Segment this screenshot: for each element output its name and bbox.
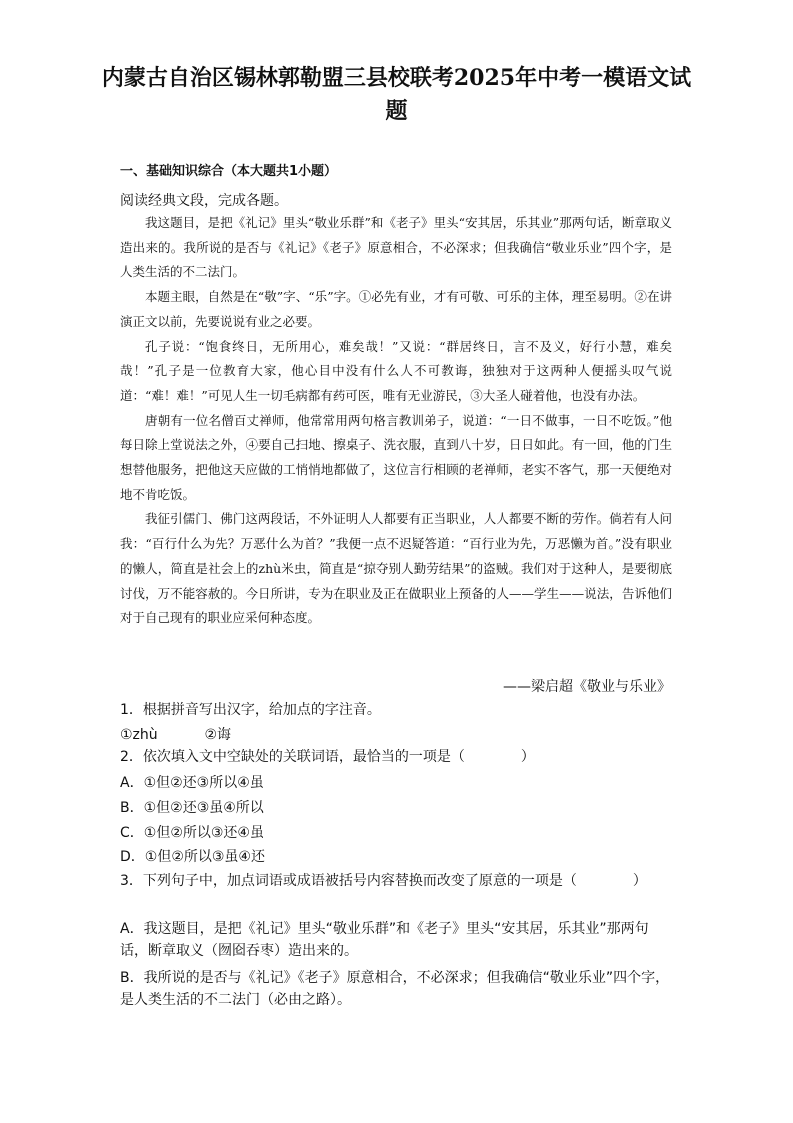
reading-passage: [120, 211, 672, 631]
question-2-stem: 2．依次填入文中空缺处的关联词语，最恰当的一项是（ ）: [120, 749, 535, 765]
passage-paragraph: 唐朝有一位名僧百丈禅师，他常常用两句格言教训弟子，说道：“一日不做事，一日不吃饭。”他每日除上堂说法之外，④要自己扫地、擦桌子、洗衣服，直到八十岁，日日如此。有一回，他的门生想替他服务，把他这天应做的工悄悄地都做了，这位言行相顾的老禅师，老实不客气，那一天便绝对地不肯吃饭。: [120, 412, 672, 502]
question-3-option[interactable]: A．我这题目，是把《礼记》里头“敬业乐群”和《老子》里头“安其居，乐其业”那两句话，断章取义（囫囵吞枣）造出来的。: [120, 921, 649, 959]
question-2-option[interactable]: A．①但②还③所以④虽: [120, 775, 264, 791]
section-heading: 一、基础知识综合（本大题共1小题）: [120, 164, 338, 179]
question-3-option[interactable]: B．我所说的是否与《礼记》《老子》原意相合，不必深求；但我确信“敬业乐业”四个字，是人类生活的不二法门（必由之路）。: [120, 970, 670, 1008]
page-title: 内蒙古自治区锡林郭勒盟三县校联考2025年中考一模语文试题: [101, 65, 692, 124]
passage-paragraph: 我征引儒门、佛门这两段话，不外证明人人都要有正当职业，人人都要不断的劳作。倘若有人问我：“百行什么为先？万恶什么为首？”我便一点不迟疑答道：“百行业为先，万恶懒为首。”没有职业的懒人，简直是社会上的zhù米虫，简直是“掠夺别人勤劳结果”的盗贼。我们对于这种人，是要彻底讨伐，万不能容赦的。今日所讲，专为在职业及正在做职业上预备的人——学生——说法，告诉他们对于自己现有的职业应采何种态度。: [120, 511, 672, 626]
question-2-option[interactable]: D．①但②所以③虽④还: [120, 849, 265, 865]
question-1-item: ①zhù: [120, 727, 158, 743]
instruction-text: 阅读经典文段，完成各题。: [120, 193, 288, 209]
question-1-item: ②诲: [204, 727, 232, 743]
passage-source: ——梁启超《敬业与乐业》: [503, 679, 671, 695]
question-1-stem: 1．根据拼音写出汉字，给加点的字注音。: [120, 702, 381, 718]
passage-paragraph: 孔子说：“饱食终日，无所用心，难矣哉！”又说：“群居终日，言不及义，好行小慧，难矣哉！”孔子是一位教育大家，他心目中没有什么人不可教诲，独独对于这两种人便摇头叹气说道：“难！难！”可见人生一切毛病都有药可医，唯有无业游民，③大圣人碰着他，也没有办法。: [120, 338, 672, 403]
passage-paragraph: 我这题目，是把《礼记》里头“敬业乐群”和《老子》里头“安其居，乐其业”那两句话，断章取义造出来的。我所说的是否与《礼记》《老子》原意相合，不必深求；但我确信“敬业乐业”四个字，是人类生活的不二法门。: [120, 215, 672, 280]
question-3-stem: 3．下列句子中，加点词语或成语被括号内容替换而改变了原意的一项是（ ）: [120, 873, 647, 889]
question-1-items: [120, 724, 231, 744]
question-2-option[interactable]: B．①但②还③虽④所以: [120, 800, 264, 816]
passage-paragraph: 本题主眼，自然是在“敬”字、“乐”字。①必先有业，才有可敬、可乐的主体，理至易明。②在讲演正文以前，先要说说有业之必要。: [120, 289, 672, 329]
question-2-option[interactable]: C．①但②所以③还④虽: [120, 825, 264, 841]
